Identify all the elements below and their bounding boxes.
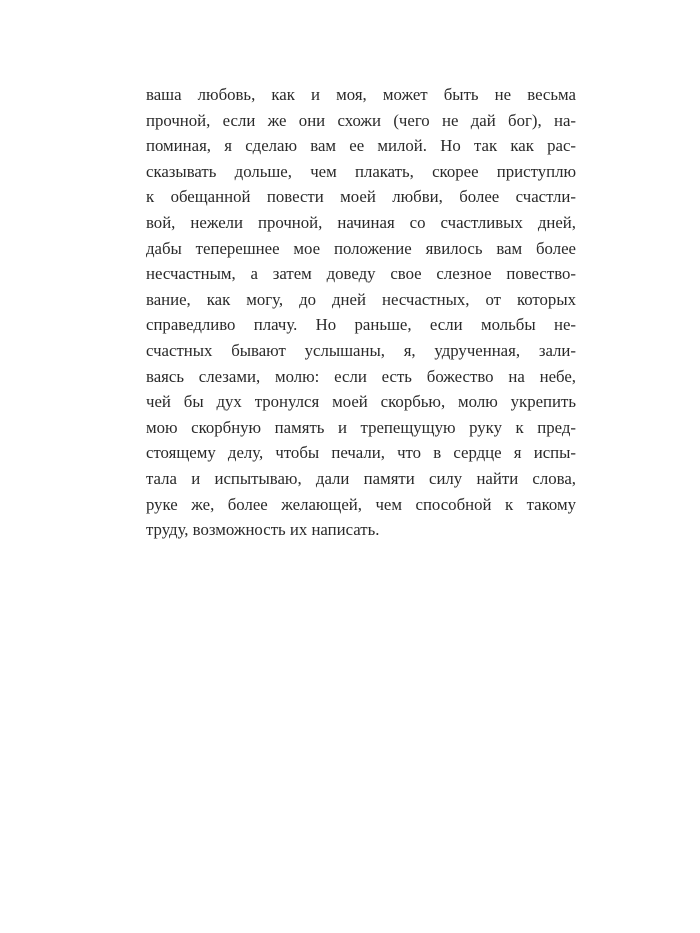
text-line: справедливо плачу. Но раньше, если мольбы не- <box>146 315 576 335</box>
text-line: руке же, более желающей, чем способной к такому <box>146 494 576 514</box>
text-line: счастных бывают услышаны, я, удрученная, зали- <box>146 340 576 360</box>
text-line: чей бы дух тронулся моей скорбью, молю укрепить <box>146 392 576 412</box>
text-line: ваша любовь, как и моя, может быть не весьма <box>146 85 576 104</box>
body-text <box>146 82 576 543</box>
text-line: дабы теперешнее мое положение явилось вам более <box>146 238 576 258</box>
text-line: стоящему делу, чтобы печали, что в сердце я испы- <box>146 443 576 463</box>
text-line: поминая, я сделаю вам ее милой. Но так как рас- <box>146 136 576 156</box>
text-line: несчастным, а затем доведу свое слезное повество- <box>146 264 576 284</box>
text-line: ваясь слезами, молю: если есть божество на небе, <box>146 366 576 386</box>
text-line: сказывать дольше, чем плакать, скорее приступлю <box>146 161 576 181</box>
text-line: вой, нежели прочной, начиная со счастливых дней, <box>146 212 576 232</box>
text-line: тала и испытываю, дали памяти силу найти слова, <box>146 468 576 488</box>
text-line: мою скорбную память и трепещущую руку к пред- <box>146 417 576 437</box>
text-line: к обещанной повести моей любви, более счастли- <box>146 187 576 207</box>
text-line: прочной, если же они схожи (чего не дай бог), на- <box>146 110 576 130</box>
text-line-last: труду, возможность их написать. <box>146 520 380 540</box>
text-line: вание, как могу, до дней несчастных, от которых <box>146 289 576 309</box>
